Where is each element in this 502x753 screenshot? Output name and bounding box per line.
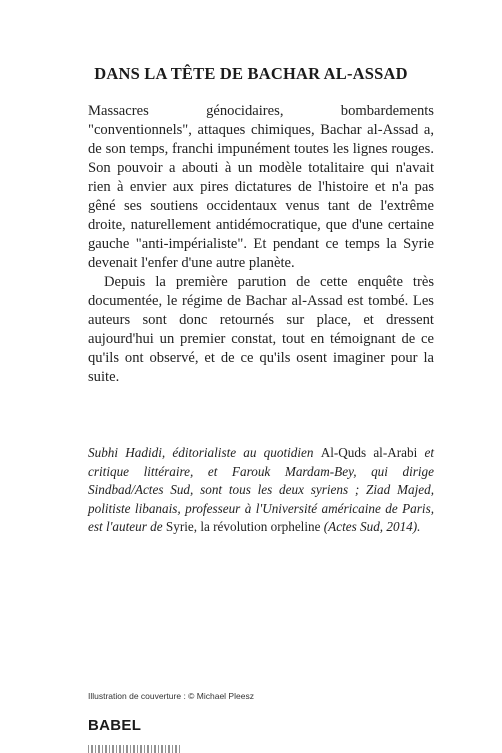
- bio-text-1: Subhi Hadidi, éditorialiste au quotidien: [88, 445, 321, 460]
- barcode-fragment: [88, 745, 180, 753]
- blurb: [88, 102, 434, 387]
- bio-newspaper-name: Al-Quds al-Arabi: [320, 445, 418, 460]
- bio-text-3: (Actes Sud, 2014).: [320, 519, 421, 534]
- bio-text-2: et critique littéraire, et Farouk Mardam-Bey, qui dirige Sindbad/Actes Sud, sont tous les deux syriens ; Ziad Majed, politiste libanais, professeur à l'Université américaine de Paris, est l'auteur de: [88, 445, 434, 534]
- blurb-paragraph-2: Depuis la première parution de cette enquête très documentée, le régime de Bachar al-Assad est tombé. Les auteurs sont donc retournés sur place, et dressent aujourd'hui un premier constat, tout en témoignant de ce qu'ils ont observé, et de ce qu'ils osent imaginer pour la suite.: [88, 274, 434, 385]
- book-title: DANS LA TÊTE DE BACHAR AL-ASSAD: [94, 64, 408, 83]
- authors-bio: [88, 444, 434, 537]
- blurb-paragraph-1: Massacres génocidaires, bombardements "conventionnels", attaques chimiques, Bachar al-Assad a, de son temps, franchi impunément toutes les lignes rouges. Son pouvoir a abouti à un modèle totalitaire qui n'avait rien à envier aux pires dictatures de l'histoire et n'a pas gêné ses soutiens occidentaux venus tant de l'extrême droite, naturellement antidémocratique, que d'une certaine gauche "anti-impérialiste". Et pendant ce temps la Syrie devenait l'enfer d'une autre planète.: [88, 103, 434, 271]
- cover-illustration-credit: Illustration de couverture : © Michael Pleesz: [88, 691, 254, 701]
- publisher-name: BABEL: [88, 717, 142, 734]
- bio-book-title: Syrie, la révolution orpheline: [165, 519, 321, 534]
